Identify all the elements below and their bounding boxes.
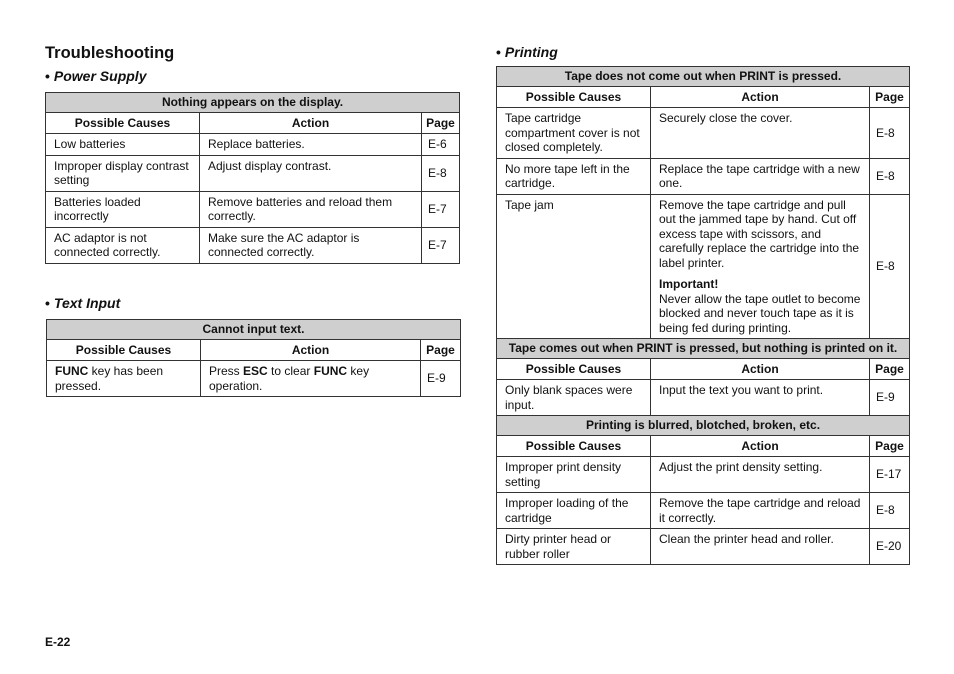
column-header-causes: Possible Causes (497, 86, 651, 108)
action-text: to clear (267, 364, 314, 378)
table-row (46, 155, 460, 191)
table-caption: Tape does not come out when PRINT is pressed. (497, 67, 910, 87)
section-heading-text-input (45, 295, 120, 311)
table-row (497, 158, 910, 194)
cause-cell: Improper loading of the cartridge (497, 493, 651, 529)
table-row (497, 457, 910, 493)
page-cell: E-6 (422, 134, 460, 156)
table-caption: Printing is blurred, blotched, broken, etc. (497, 416, 910, 436)
important-text: Never allow the tape outlet to become blocked and never touch tape as it is being fed during printing. (659, 291, 861, 335)
page-number: E-22 (45, 635, 71, 649)
action-cell: Make sure the AC adaptor is connected correctly. (200, 227, 422, 263)
cause-cell: Improper display contrast setting (46, 155, 200, 191)
table-caption: Tape comes out when PRINT is pressed, but nothing is printed on it. (497, 339, 910, 359)
cause-cell: Dirty printer head or rubber roller (497, 529, 651, 565)
page-cell: E-8 (870, 194, 910, 339)
action-cell: Remove batteries and reload them correctly. (200, 191, 422, 227)
table-row (497, 194, 910, 339)
action-text: key operation. (209, 364, 370, 393)
table-row (497, 493, 910, 529)
column-header-page: Page (422, 112, 460, 134)
action-cell: Clean the printer head and roller. (651, 529, 870, 565)
cause-cell: Tape cartridge compartment cover is not closed completely. (497, 108, 651, 159)
column-header-page: Page (421, 339, 461, 361)
action-cell: Securely close the cover. (651, 108, 870, 159)
action-cell: Replace batteries. (200, 134, 422, 156)
action-cell (201, 361, 421, 397)
column-header-page: Page (870, 435, 910, 457)
action-text: Remove the tape cartridge and pull out the jammed tape by hand. Cut off excess tape with scissors, and carefully replace the cartridge into the label printer. (659, 197, 860, 270)
page-cell: E-9 (421, 361, 461, 397)
page-cell: E-9 (870, 380, 910, 416)
cause-cell (47, 361, 201, 397)
table-row (46, 191, 460, 227)
printing-table (496, 66, 910, 565)
action-cell: Remove the tape cartridge and reload it correctly. (651, 493, 870, 529)
cause-cell: AC adaptor is not connected correctly. (46, 227, 200, 263)
page-cell: E-8 (870, 158, 910, 194)
section-heading-power-supply (45, 68, 146, 84)
cause-text: key has been pressed. (55, 364, 164, 393)
page-cell: E-8 (870, 108, 910, 159)
column-header-causes: Possible Causes (497, 435, 651, 457)
bullet-glyph: • (496, 44, 501, 60)
table-caption: Cannot input text. (47, 320, 461, 340)
page-cell: E-7 (422, 191, 460, 227)
page-cell: E-8 (870, 493, 910, 529)
section-title: Printing (504, 44, 558, 60)
section-title: Power Supply (53, 68, 147, 84)
power-supply-table (45, 92, 460, 264)
cause-cell: Low batteries (46, 134, 200, 156)
section-heading-printing (496, 44, 558, 60)
table-row (497, 529, 910, 565)
table-row (46, 134, 460, 156)
page-title: Troubleshooting (45, 44, 175, 62)
table-row (497, 108, 910, 159)
key-name: FUNC (55, 364, 89, 378)
column-header-page: Page (870, 358, 910, 380)
page-cell: E-7 (422, 227, 460, 263)
key-name: ESC (243, 364, 268, 378)
column-header-page: Page (870, 86, 910, 108)
column-header-action: Action (651, 435, 870, 457)
column-header-action: Action (200, 112, 422, 134)
key-name: FUNC (313, 364, 348, 378)
cause-cell: No more tape left in the cartridge. (497, 158, 651, 194)
important-label: Important! (659, 277, 719, 291)
section-title: Text Input (53, 295, 121, 311)
column-header-causes: Possible Causes (46, 112, 200, 134)
column-header-action: Action (201, 339, 421, 361)
column-header-action: Action (651, 86, 870, 108)
action-cell: Adjust display contrast. (200, 155, 422, 191)
table-caption: Nothing appears on the display. (46, 93, 460, 113)
table-row (47, 361, 461, 397)
page-cell: E-8 (422, 155, 460, 191)
bullet-glyph: • (45, 68, 50, 84)
column-header-causes: Possible Causes (47, 339, 201, 361)
page-cell: E-20 (870, 529, 910, 565)
cause-cell: Improper print density setting (497, 457, 651, 493)
cause-cell: Tape jam (497, 194, 651, 339)
action-text: Press (209, 364, 244, 378)
action-cell: Input the text you want to print. (651, 380, 870, 416)
table-row (497, 380, 910, 416)
cause-cell: Batteries loaded incorrectly (46, 191, 200, 227)
action-cell (651, 194, 870, 339)
table-row (46, 227, 460, 263)
column-header-action: Action (651, 358, 870, 380)
action-cell: Replace the tape cartridge with a new one. (651, 158, 870, 194)
cause-cell: Only blank spaces were input. (497, 380, 651, 416)
column-header-causes: Possible Causes (497, 358, 651, 380)
page-cell: E-17 (870, 457, 910, 493)
bullet-glyph: • (45, 295, 50, 311)
action-cell: Adjust the print density setting. (651, 457, 870, 493)
text-input-table (46, 319, 461, 397)
